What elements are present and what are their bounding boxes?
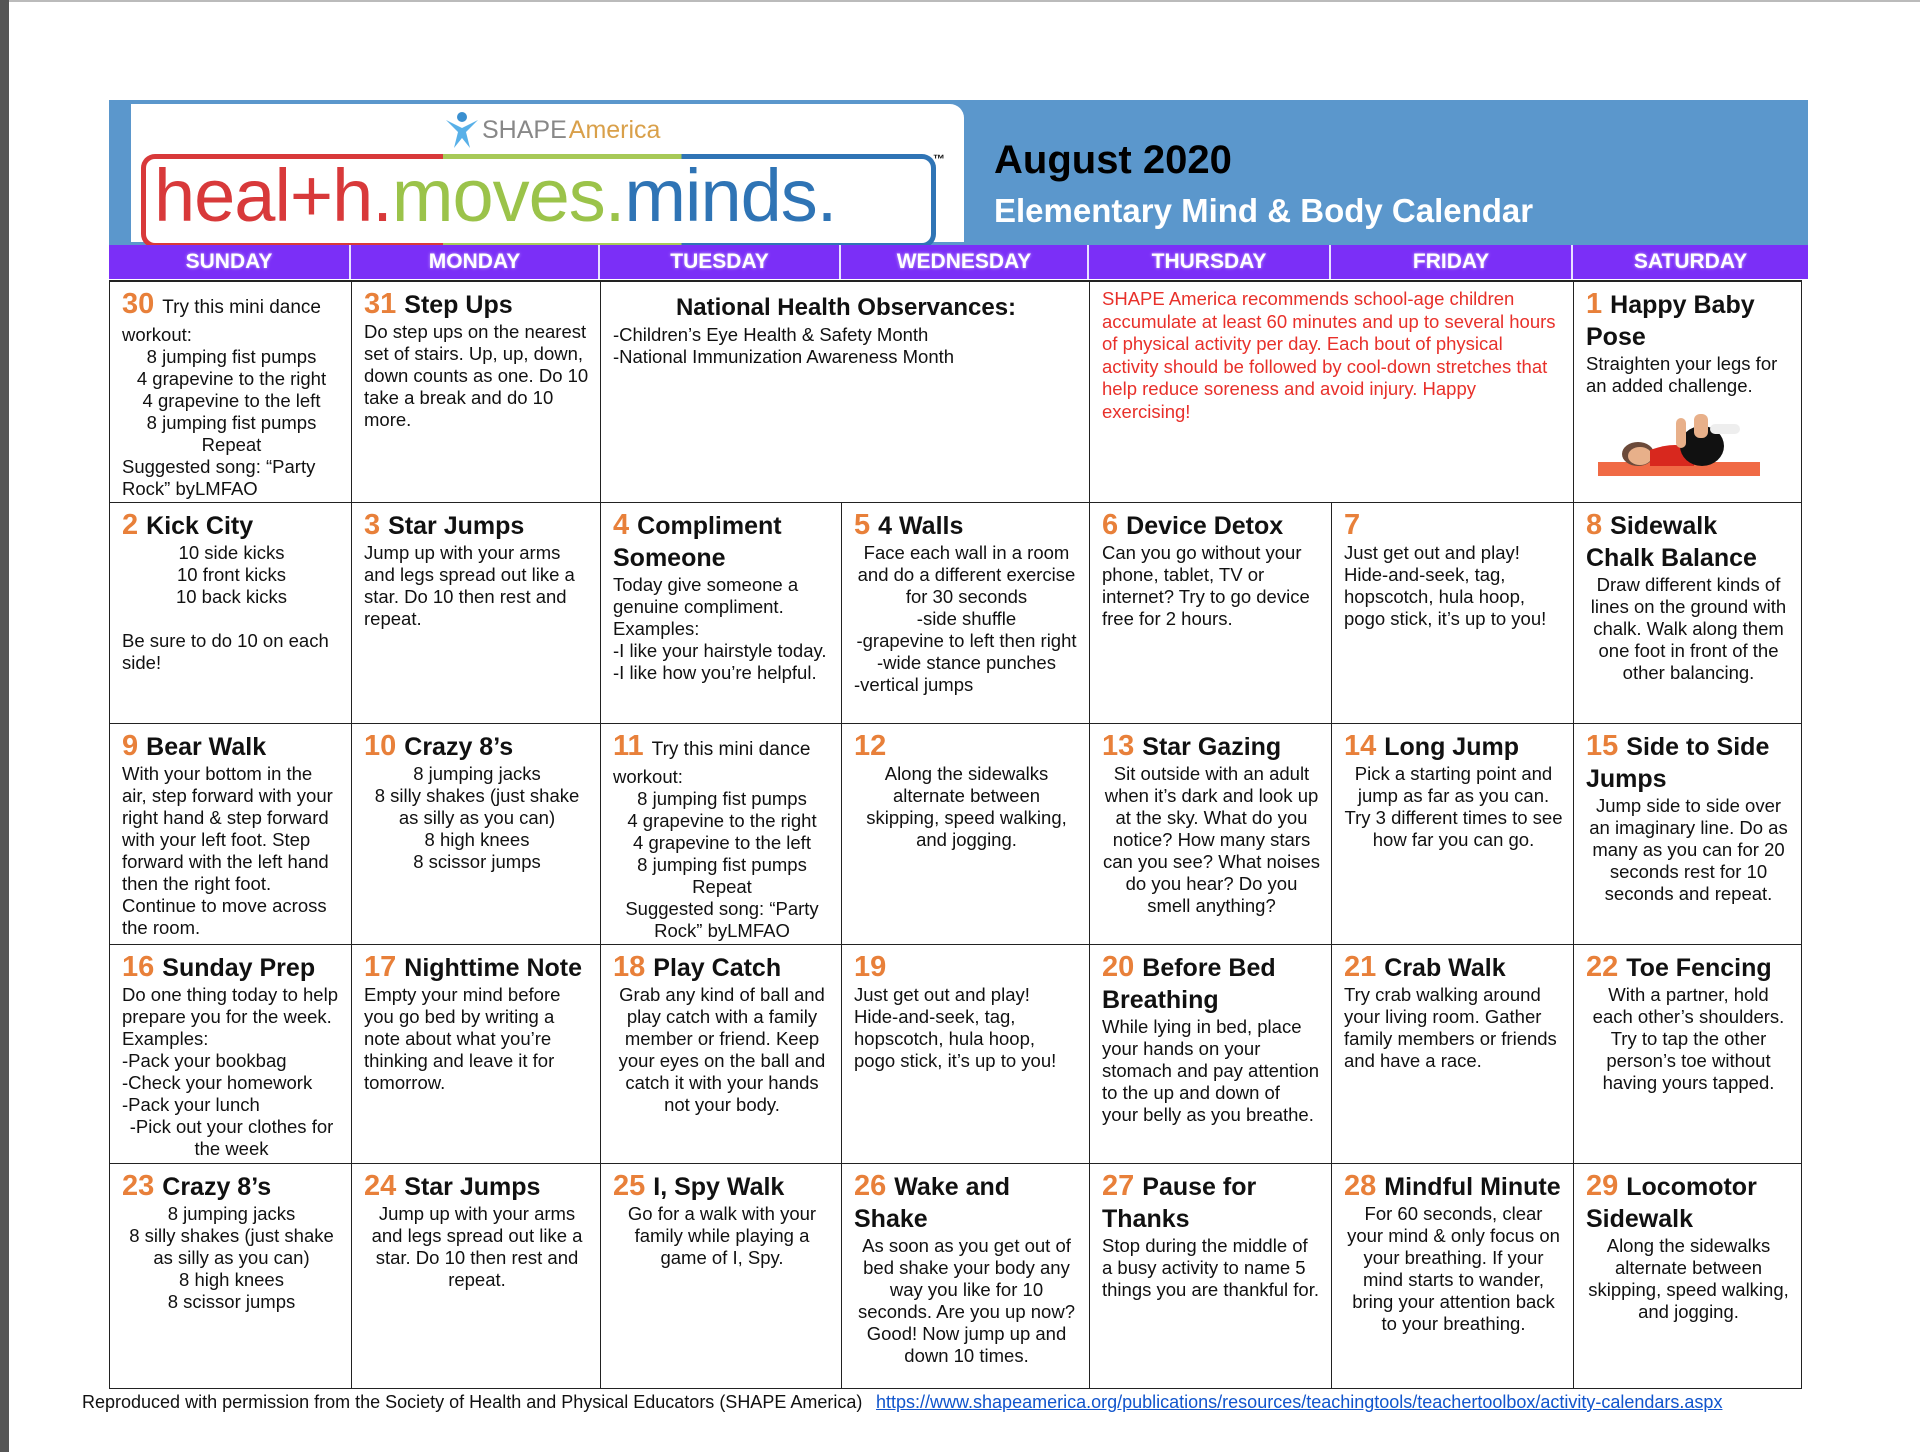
activity-text: -Pack your bookbag	[122, 1050, 287, 1071]
activity-text: 8 jumping fist pumps	[637, 788, 807, 809]
observances-heading: National Health Observances:	[675, 294, 1017, 321]
activity-text: Today give someone a genuine compliment.	[613, 574, 799, 617]
health-moves-minds-logo	[131, 104, 964, 242]
activity-text: While lying in bed, place your hands on your stomach and pay attention to the up and down of your belly as you breathe.	[1102, 1016, 1320, 1125]
activity-title: Play Catch	[653, 954, 782, 982]
day-cell-10	[352, 724, 601, 945]
day-heading	[1344, 951, 1563, 984]
activity-text: With your bottom in the air, step forward with your right hand & step forward with your left foot. Step forward with the left hand then the right foot. Continue to move across the room.	[122, 763, 333, 938]
day-number: 21	[1344, 951, 1377, 983]
activity-title: Crab Walk	[1384, 954, 1506, 982]
day-cell-28	[1332, 1164, 1574, 1389]
activity-title: Compliment Someone	[613, 512, 782, 572]
activity-text: Suggested song: “Party Rock” byLMFAO	[122, 456, 316, 499]
day-friday: FRIDAY	[1331, 245, 1573, 279]
day-cell-19	[842, 945, 1090, 1164]
day-heading	[1344, 730, 1563, 763]
activity-text: 10 back kicks	[175, 586, 288, 607]
activity-text: Try crab walking around your living room. Gather family members or friends and have a race.	[1344, 984, 1557, 1071]
day-number: 30	[122, 288, 155, 320]
activity-text: Repeat	[201, 434, 262, 455]
day-heading	[1102, 951, 1321, 1016]
day-heading	[854, 730, 1079, 763]
day-heading	[613, 1170, 831, 1203]
day-number: 27	[1102, 1170, 1135, 1202]
day-number: 18	[613, 951, 646, 983]
activity-text: Draw different kinds of lines on the ground with chalk. Walk along them one foot in front of the other balancing.	[1590, 574, 1787, 683]
day-saturday: SATURDAY	[1633, 250, 1748, 273]
activity-text: Can you go without your phone, tablet, TV or internet? Try to go device free for 2 hours.	[1102, 542, 1310, 629]
day-number: 16	[122, 951, 155, 983]
day-number: 13	[1102, 730, 1135, 762]
day-number: 31	[364, 288, 397, 320]
day-number: 23	[122, 1170, 155, 1202]
day-cell-27	[1090, 1164, 1332, 1389]
day-cell-4	[601, 503, 842, 724]
activity-text: Stop during the middle of a busy activity to name 5 things you are thankful for.	[1102, 1235, 1319, 1300]
activity-title: Pause for Thanks	[1102, 1173, 1257, 1233]
activity-text: Straighten your legs for an added challenge.	[1586, 353, 1778, 396]
activity-text: Do step ups on the nearest set of stairs. Up, up, down, down counts as one. Do 10 take a break and do 10 more.	[364, 321, 589, 430]
activity-text: Suggested song: “Party Rock” byLMFAO	[625, 898, 819, 941]
day-heading	[854, 1170, 1079, 1235]
activity-text: -vertical jumps	[854, 674, 974, 695]
activity-title: Try this mini dance	[651, 739, 811, 760]
activity-text: 4 grapevine to the right	[627, 810, 817, 831]
day-cell-25	[601, 1164, 842, 1389]
day-heading	[1102, 1170, 1321, 1235]
shape-text: SHAPE	[482, 115, 567, 144]
day-wednesday: WEDNESDAY	[841, 245, 1089, 279]
activity-text: -I like how you’re helpful.	[613, 662, 817, 683]
activity-text: -side shuffle	[916, 608, 1017, 629]
day-number: 20	[1102, 951, 1135, 983]
day-heading	[122, 1170, 341, 1203]
day-number: 4	[613, 509, 630, 541]
day-heading	[1102, 509, 1321, 542]
observance-item: -National Immunization Awareness Month	[613, 346, 955, 367]
activity-text: 8 high knees	[179, 1269, 284, 1290]
day-cell-29	[1574, 1164, 1802, 1389]
day-heading	[1586, 509, 1791, 574]
day-heading	[613, 509, 831, 574]
day-cell-7	[1332, 503, 1574, 724]
day-cell-23	[110, 1164, 352, 1389]
permission-credit: Reproduced with permission from the Society of Health and Physical Educators (SHAPE America)	[82, 1392, 863, 1412]
day-heading	[122, 730, 341, 763]
activity-title: Nighttime Note	[404, 954, 583, 982]
activity-text: 10 front kicks	[177, 564, 286, 585]
activity-text: 8 silly shakes (just shake as silly as you can)	[374, 785, 580, 828]
activity-title: Star Jumps	[404, 1173, 541, 1201]
activity-title: Step Ups	[404, 291, 513, 319]
activity-text: 8 jumping jacks	[413, 763, 541, 784]
day-heading	[364, 1170, 590, 1203]
activity-text: 8 jumping fist pumps	[146, 412, 317, 433]
day-cell-31	[352, 282, 601, 503]
activity-title: Crazy 8’s	[404, 733, 514, 761]
day-number: 10	[364, 730, 397, 762]
logo-moves: moves.	[391, 154, 625, 237]
day-tuesday: TUESDAY	[600, 245, 841, 279]
day-number: 8	[1586, 509, 1603, 541]
activity-title: Happy Baby Pose	[1586, 291, 1755, 351]
activity-text: Jump up with your arms and legs spread out like a star. Do 10 then rest and repeat.	[371, 1203, 583, 1290]
day-cell-6	[1090, 503, 1332, 724]
day-number: 6	[1102, 509, 1119, 541]
day-number: 29	[1586, 1170, 1619, 1202]
activity-title: Star Gazing	[1142, 733, 1282, 761]
activity-title: Crazy 8’s	[162, 1173, 272, 1201]
activity-text: -Pack your lunch	[122, 1094, 260, 1115]
activity-title: Locomotor Sidewalk	[1586, 1173, 1757, 1233]
day-heading	[364, 951, 590, 984]
activity-title: Sunday Prep	[162, 954, 316, 982]
activity-text: Pick a starting point and jump as far as you can. Try 3 different times to see how far you can go.	[1344, 763, 1563, 850]
observance-item: -Children’s Eye Health & Safety Month	[613, 324, 929, 345]
day-number: 7	[1344, 509, 1361, 541]
day-cell-2	[110, 503, 352, 724]
day-number: 11	[613, 730, 644, 762]
activity-title: Before Bed Breathing	[1102, 954, 1276, 1014]
activity-text: Examples:	[613, 618, 700, 639]
day-cell-9	[110, 724, 352, 945]
logo-minds: minds.	[624, 154, 837, 237]
activity-text: Sit outside with an adult when it’s dark and look up at the sky. What do you notice? How many stars can you see? What noises do you hear? Do you smell anything?	[1103, 763, 1320, 916]
day-heading	[854, 951, 1079, 984]
day-cell-16	[110, 945, 352, 1164]
day-heading	[122, 288, 341, 324]
day-cell-1	[1574, 282, 1802, 503]
day-number: 17	[364, 951, 397, 983]
day-heading	[854, 509, 1079, 542]
activity-title: Side to Side Jumps	[1586, 733, 1770, 793]
activity-calendars-link[interactable]: https://www.shapeamerica.org/publications/resources/teachingtools/teachertoolbox/activity-calendars.aspx	[876, 1392, 1723, 1412]
activity-title: Device Detox	[1126, 512, 1284, 540]
day-cell-18	[601, 945, 842, 1164]
day-heading	[613, 730, 831, 766]
day-cell-20	[1090, 945, 1332, 1164]
activity-text: Along the sidewalks alternate between skipping, speed walking, and jogging.	[1588, 1235, 1789, 1322]
day-cell-11	[601, 724, 842, 945]
activity-text: Just get out and play! Hide-and-seek, tag, hopscotch, hula hoop, pogo stick, it’s up to you!	[854, 984, 1057, 1071]
activity-recommendation-cell	[1090, 282, 1574, 503]
activity-text: 8 scissor jumps	[413, 851, 541, 872]
activity-title: Try this mini dance	[162, 297, 322, 318]
shape-america-logo	[444, 110, 660, 150]
activity-title: Long Jump	[1384, 733, 1519, 761]
activity-text: Jump side to side over an imaginary line. Do as many as you can for 20 seconds rest for 10 seconds and repeat.	[1589, 795, 1788, 904]
day-thursday: THURSDAY	[1089, 245, 1331, 279]
day-cell-21	[1332, 945, 1574, 1164]
activity-text: 8 high knees	[424, 829, 530, 850]
calendar-grid	[109, 280, 1802, 1389]
day-heading	[364, 288, 590, 321]
person-figure-icon	[444, 110, 480, 150]
activity-text: For 60 seconds, clear your mind & only focus on your breathing. If your mind starts to wander, bring your attention back to your breathing.	[1347, 1203, 1560, 1334]
calendar-header	[109, 100, 1808, 245]
activity-text: Along the sidewalks alternate between skipping, speed walking, and jogging.	[866, 763, 1067, 850]
activity-text: Grab any kind of ball and play catch with a family member or friend. Keep your eyes on the ball and catch it with your hands not your body.	[618, 984, 826, 1115]
logo-health: heal+h.	[154, 154, 392, 237]
day-cell-8	[1574, 503, 1802, 724]
happy-baby-pose-image	[1598, 410, 1760, 480]
activity-text: 4 grapevine to the right	[136, 368, 327, 389]
activity-title: Kick City	[146, 512, 254, 540]
activity-text: 8 scissor jumps	[167, 1291, 296, 1312]
day-heading	[122, 951, 341, 984]
day-number: 24	[364, 1170, 397, 1202]
activity-text: 8 jumping fist pumps	[146, 346, 317, 367]
day-number: 9	[122, 730, 139, 762]
activity-text: 10 side kicks	[178, 542, 285, 563]
activity-text: 8 silly shakes (just shake as silly as you can)	[129, 1225, 334, 1268]
day-heading	[1586, 1170, 1791, 1235]
activity-text: Jump up with your arms and legs spread out like a star. Do 10 then rest and repeat.	[364, 542, 575, 629]
activity-text: -Pick out your clothes for the week	[129, 1116, 334, 1159]
activity-text: -grapevine to left then right	[856, 630, 1077, 651]
day-number: 25	[613, 1170, 646, 1202]
activity-text: Just get out and play! Hide-and-seek, tag, hopscotch, hula hoop, pogo stick, it’s up to you!	[1344, 542, 1547, 629]
activity-text: workout:	[613, 766, 683, 787]
activity-text: Do one thing today to help prepare you for the week. Examples:	[122, 984, 338, 1049]
activity-title: Wake and Shake	[854, 1173, 1011, 1233]
day-number: 28	[1344, 1170, 1377, 1202]
activity-text: 8 jumping jacks	[167, 1203, 296, 1224]
day-number: 26	[854, 1170, 887, 1202]
activity-text: workout:	[122, 324, 192, 345]
activity-text: 8 jumping fist pumps	[637, 854, 807, 875]
day-cell-30	[110, 282, 352, 503]
window-edge	[0, 0, 9, 1452]
calendar-title: August 2020	[994, 138, 1232, 182]
day-number: 22	[1586, 951, 1619, 983]
spacer	[122, 608, 341, 630]
day-heading	[1102, 730, 1321, 763]
day-number: 3	[364, 509, 381, 541]
day-number: 12	[854, 730, 887, 762]
activity-text: -I like your hairstyle today.	[613, 640, 827, 661]
day-heading	[1586, 288, 1791, 353]
top-border	[9, 0, 1920, 2]
day-cell-5	[842, 503, 1090, 724]
activity-text: Repeat	[692, 876, 752, 897]
activity-text: -wide stance punches	[877, 652, 1056, 673]
calendar-subtitle: Elementary Mind & Body Calendar	[994, 192, 1534, 229]
activity-text: -Check your homework	[122, 1072, 313, 1093]
day-cell-13	[1090, 724, 1332, 945]
activity-text: Face each wall in a room and do a different exercise for 30 seconds	[857, 542, 1076, 607]
day-heading	[122, 509, 341, 542]
day-heading	[1344, 509, 1563, 542]
america-text: America	[568, 115, 661, 144]
activity-text: As soon as you get out of bed shake your body any way you like for 10 seconds. Are you up now? Good! Now jump up and down 10 times.	[857, 1235, 1075, 1366]
activity-text: Go for a walk with your family while playing a game of I, Spy.	[627, 1203, 817, 1268]
day-heading	[1586, 730, 1791, 795]
day-cell-26	[842, 1164, 1090, 1389]
day-sunday: SUNDAY	[109, 245, 351, 279]
day-cell-14	[1332, 724, 1574, 945]
day-heading	[364, 509, 590, 542]
activity-title: Bear Walk	[146, 733, 267, 761]
activity-title: Star Jumps	[388, 512, 525, 540]
day-number: 14	[1344, 730, 1377, 762]
day-number: 15	[1586, 730, 1619, 762]
activity-text: 4 grapevine to the left	[142, 390, 321, 411]
day-number: 1	[1586, 288, 1603, 320]
day-cell-24	[352, 1164, 601, 1389]
day-cell-15	[1574, 724, 1802, 945]
logo-frame	[141, 154, 936, 248]
logo-wordmark	[154, 153, 836, 238]
day-cell-12	[842, 724, 1090, 945]
activity-text: With a partner, hold each other’s shoulders. Try to tap the other person’s toe without having yours tapped.	[1592, 984, 1785, 1093]
day-heading	[613, 951, 831, 984]
recommendation-text: SHAPE America recommends school-age children accumulate at least 60 minutes and up to several hours of physical activity per day. Each bout of physical activity should be followed by cool-down stretches that help reduce soreness and avoid injury. Happy exercising!	[1102, 288, 1556, 422]
observances-cell	[601, 282, 1090, 503]
day-heading	[1344, 1170, 1563, 1203]
day-cell-3	[352, 503, 601, 724]
day-monday: MONDAY	[351, 245, 600, 279]
day-cell-22	[1574, 945, 1802, 1164]
day-number: 19	[854, 951, 887, 983]
day-cell-17	[352, 945, 601, 1164]
day-heading	[1586, 951, 1791, 984]
day-number: 5	[854, 509, 871, 541]
weekday-header-row	[109, 245, 1808, 279]
day-number: 2	[122, 509, 139, 541]
activity-text: Be sure to do 10 on each side!	[122, 630, 329, 673]
activity-title: I, Spy Walk	[653, 1173, 785, 1201]
activity-text: Empty your mind before you go bed by writing a note about what you’re thinking and leave it for tomorrow.	[364, 984, 561, 1093]
activity-title: Toe Fencing	[1626, 954, 1772, 982]
activity-text: 4 grapevine to the left	[633, 832, 811, 853]
day-heading	[364, 730, 590, 763]
trademark: ™	[933, 152, 945, 166]
activity-title: Sidewalk Chalk Balance	[1586, 512, 1757, 572]
activity-title: 4 Walls	[878, 512, 964, 540]
activity-title: Mindful Minute	[1384, 1173, 1561, 1201]
